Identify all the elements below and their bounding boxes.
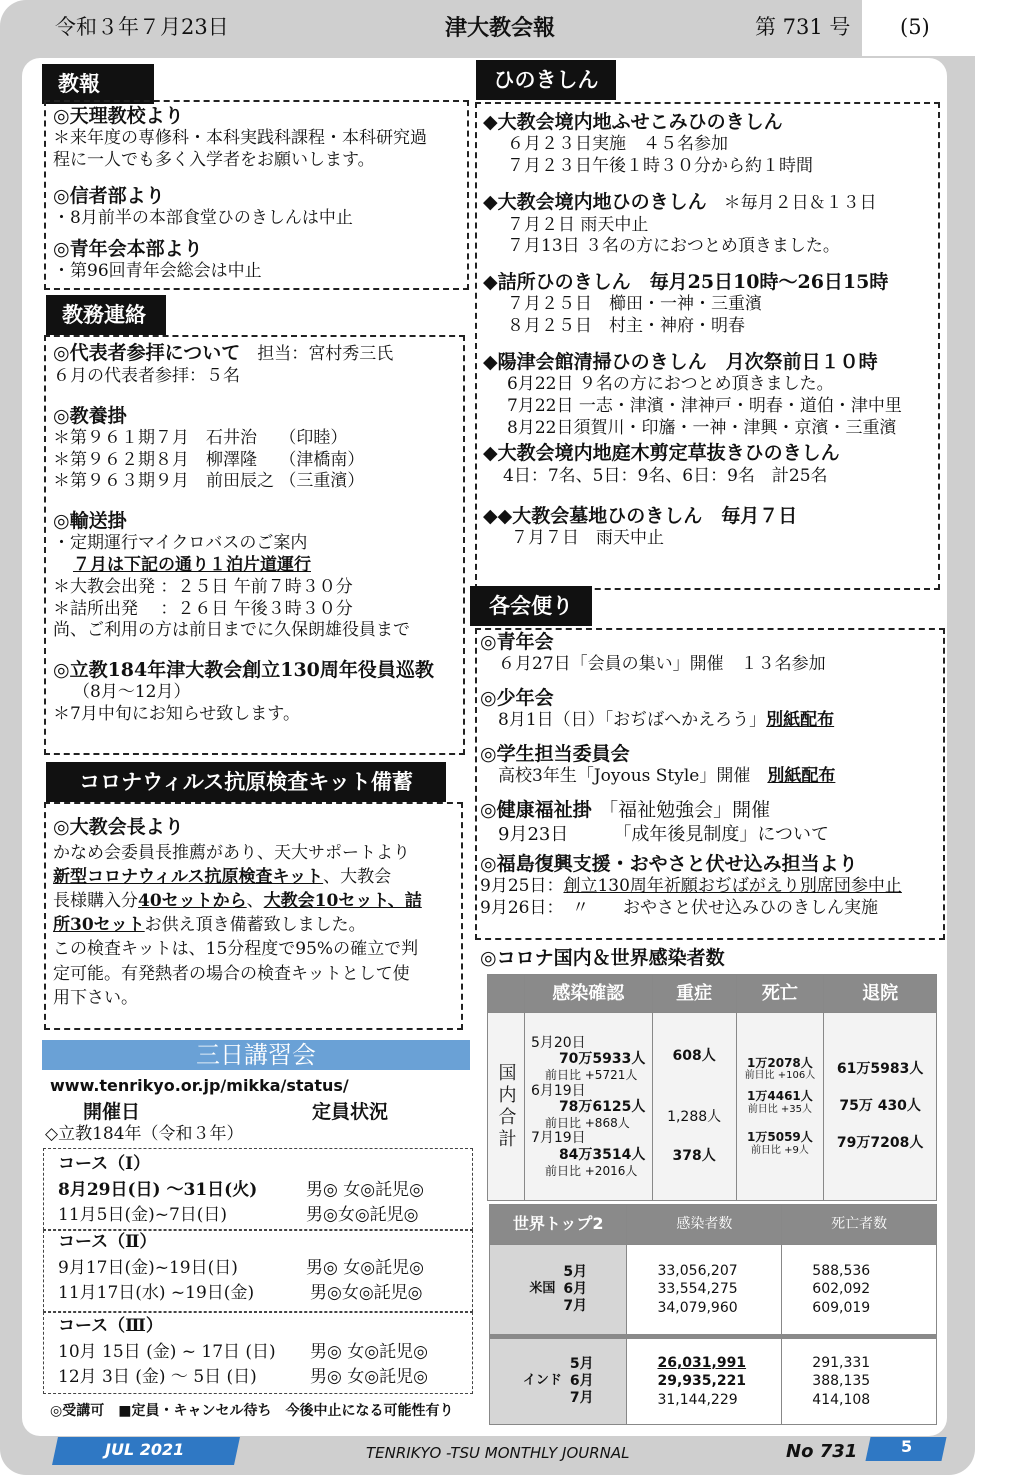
- corona-stats-heading: ◎コロナ国内＆世界感染者数: [480, 947, 725, 969]
- domestic-table: [487, 974, 937, 1201]
- world-cases: 33,056,207: [657, 1263, 738, 1280]
- daihyo-line: ６月の代表者参拝：５名: [53, 365, 240, 386]
- dom-ddiff: 前日比 +9人: [750, 1144, 809, 1156]
- world-table: [489, 1204, 937, 1425]
- dom-date: 6月19日: [530, 1082, 586, 1099]
- world-country-cell: [490, 1337, 627, 1425]
- corona-kit-text: お供え頂き備蓄致しました。: [144, 915, 366, 936]
- fukushima-heading: ◎福島復興支援・おやさと伏せ込み担当より: [480, 852, 858, 875]
- fukushima-line: 9月26日： 〃 おやさと伏せ込みひのきしん実施: [480, 898, 878, 919]
- course-status: 男◎女◎託児◎: [310, 1283, 423, 1303]
- dom-severe: 378人: [672, 1147, 716, 1164]
- mikka-year: ◇立教184年（令和３年）: [45, 1124, 244, 1144]
- corona-kit-text: 、: [246, 891, 264, 912]
- world-deaths: 414,108: [812, 1391, 871, 1408]
- world-deaths: 291,331: [812, 1355, 871, 1372]
- corona-kit-line: かなめ会委員長推薦があり、天大サポートより: [53, 842, 410, 863]
- hinoki-heading: ひのきしん: [476, 60, 616, 100]
- yuso-line: ＊大教会出発 ：２５日 午前７時３０分: [53, 576, 353, 597]
- course-status: 男◎ 女◎託児◎: [310, 1367, 428, 1387]
- dom-deaths-cell: [736, 1013, 824, 1201]
- world-country-cell: [490, 1245, 627, 1337]
- corona-kit-emph: 40セットから: [138, 891, 247, 912]
- dom-date: 5月20日: [530, 1034, 586, 1051]
- dom-recovered: 61万5983人: [836, 1061, 924, 1078]
- kenko-subheading: 「福祉勉強会」開催: [608, 799, 771, 822]
- world-month: 5月: [569, 1356, 594, 1373]
- hinoki-item-line: 8月22日須賀川・印旛・一神・津興・京濱・三重濱: [507, 417, 897, 438]
- junkyo-heading: ◎立教184年津大教会創立130周年役員巡教: [53, 659, 434, 682]
- mikka-col-date: 開催日: [83, 1101, 141, 1123]
- hinoki-item-line: ７月２日 雨天中止: [507, 214, 649, 235]
- dom-recovered: 79万7208人: [836, 1134, 924, 1151]
- world-cases: 33,554,275: [657, 1281, 738, 1298]
- daihyo-heading: ◎代表者参拝について: [53, 342, 241, 364]
- kyoho-item-heading: ◎信者部より: [53, 184, 165, 207]
- world-deaths: 388,135: [812, 1373, 871, 1390]
- dom-cases: 84万3514人: [558, 1147, 646, 1164]
- corona-kit-line: 用下さい。: [53, 987, 138, 1008]
- course-status: 男◎ 女◎託児◎: [306, 1258, 424, 1278]
- hinoki-item-heading: ◆陽津会館清掃ひのきしん 月次祭前日１０時: [483, 350, 878, 373]
- dom-head: 死亡: [736, 975, 824, 1013]
- world-deaths: 602,092: [812, 1281, 871, 1298]
- world-head: 世界トップ2: [490, 1205, 627, 1245]
- corona-kit-subheading: ◎大教会長より: [53, 816, 184, 838]
- course-name: コース（Ⅰ）: [58, 1154, 151, 1174]
- dom-cases: 70万5933人: [558, 1051, 646, 1068]
- yuso-line: ＊詰所出発 ：２６日 午後３時３０分: [53, 598, 353, 619]
- hinoki-item-note: ＊毎月２日＆１３日: [723, 192, 877, 213]
- world-month: 7月: [563, 1297, 588, 1314]
- world-deaths-cell: [782, 1245, 937, 1337]
- header-issue: 第 731 号: [755, 15, 851, 39]
- course-status: 男◎ 女◎託児◎: [306, 1180, 424, 1200]
- gakusei-heading: ◎学生担当委員会: [480, 743, 630, 766]
- course-name: コース（Ⅲ）: [58, 1316, 163, 1336]
- corona-kit-heading: コロナウィルス抗原検査キット備蓄: [46, 762, 446, 802]
- footer-journal: TENRIKYO -TSU MONTHLY JOURNAL: [366, 1444, 630, 1462]
- dom-head: 重症: [652, 975, 736, 1013]
- course-date: 10月 15日 (金) ~ 17日 (日): [58, 1342, 276, 1362]
- corona-kit-line: この検査キットは、15分程度で95%の確立で判: [53, 939, 419, 960]
- kyoyo-line: ＊第９６１期７月 石井治 （印睦）: [53, 427, 348, 448]
- hinoki-item-line: ７月２５日 櫛田・一神・三重濱: [507, 294, 762, 315]
- dom-recovered: 75万 430人: [839, 1098, 921, 1115]
- yuso-highlight: ７月は下記の通り１泊片道運行: [73, 555, 311, 576]
- corona-kit-emph: 新型コロナウィルス抗原検査キット: [53, 867, 324, 888]
- dom-date: 7月19日: [530, 1130, 586, 1147]
- fukushima-date: 9月25日：: [480, 876, 564, 897]
- dom-diff: 前日比 +5721人: [544, 1068, 638, 1083]
- yuso-line: 尚、ご利用の方は前日までに久保朗雄役員まで: [53, 620, 410, 641]
- hinoki-item-line: 6月22日 ９名の方におつとめ頂きました。: [507, 374, 834, 395]
- world-head: 死亡者数: [782, 1205, 937, 1245]
- footer-page: 5: [901, 1437, 913, 1456]
- kyoho-item-line: ＊来年度の専修科・本科実践科課程・本科研究過: [53, 128, 427, 149]
- course-date: 11月17日(水) ~19日(金): [58, 1283, 255, 1303]
- dom-ddiff: 前日比 +106人: [744, 1070, 816, 1082]
- gakusei-link: 別紙配布: [767, 766, 836, 787]
- corona-kit-content: [53, 814, 459, 1010]
- world-deaths-cell: [782, 1337, 937, 1425]
- world-month: 5月: [563, 1264, 588, 1281]
- kakukai-content: [480, 630, 942, 920]
- world-cases: 29,935,221: [657, 1373, 747, 1390]
- kyomu-content: [53, 341, 463, 726]
- corona-kit-line: 定可能。有発熱者の場合の検査キットとして使: [53, 963, 410, 984]
- seinen-heading: ◎青年会: [480, 631, 554, 653]
- kyomu-heading: 教務連絡: [46, 295, 166, 335]
- dom-deaths: 1万5059人: [747, 1130, 813, 1145]
- dom-severe-cell: [652, 1013, 736, 1201]
- course-date: 12月 3日 (金) ～ 5日 (日): [58, 1367, 257, 1387]
- dom-cases-cell: [524, 1013, 652, 1201]
- kyoho-content: [53, 104, 467, 283]
- shonen-link: 別紙配布: [766, 710, 835, 731]
- course-status: 男◎ 女◎託児◎: [310, 1342, 428, 1362]
- kyoho-item-heading: ◎青年会本部より: [53, 237, 203, 260]
- dom-head: 退院: [824, 975, 937, 1013]
- kakukai-heading: 各会便り: [470, 586, 592, 626]
- kyoho-item-line: ・第96回青年会総会は中止: [53, 261, 262, 282]
- seinen-line: ６月27日「会員の集い」開催 １３名参加: [498, 654, 826, 675]
- dom-diff: 前日比 +868人: [544, 1116, 630, 1131]
- shonen-heading: ◎少年会: [480, 687, 554, 710]
- header-date: 令和３年７月23日: [55, 15, 229, 39]
- daihyo-tanto: 担当：宮村秀三氏: [257, 344, 394, 364]
- world-cases: 34,079,960: [657, 1299, 738, 1316]
- kenko-date: 9月23日: [498, 823, 569, 845]
- hinoki-item-heading: ◆大教会境内地ふせこみひのきしん: [483, 111, 783, 133]
- dom-recovered-cell: [824, 1013, 937, 1201]
- world-month: 6月: [563, 1281, 588, 1298]
- world-country: インド: [522, 1373, 562, 1389]
- mikka-col-status: 定員状況: [312, 1101, 389, 1123]
- corona-kit-emph: 大教会10セット、詰: [263, 891, 422, 912]
- world-cases-cell: [627, 1245, 782, 1337]
- course-status: 男◎女◎託児◎: [306, 1205, 419, 1225]
- world-cases: 31,144,229: [657, 1391, 738, 1408]
- course-name: コース（Ⅱ）: [58, 1232, 157, 1252]
- world-cases-cell: [627, 1337, 782, 1425]
- corona-kit-text: 、大教会: [323, 867, 392, 888]
- footer-issue: No 731: [786, 1441, 858, 1462]
- kyoho-item-line: ・8月前半の本部食堂ひのきしんは中止: [53, 208, 353, 229]
- course-date: 9月17日(金)~19日(日): [58, 1258, 238, 1278]
- hinoki-item-heading: ◆詰所ひのきしん 毎月25日10時～26日15時: [483, 271, 889, 294]
- hinoki-item-line: ７月２３日午後１時３０分から約１時間: [507, 156, 813, 177]
- kyoyo-line: ＊第９６２期８月 柳澤隆 （津橋南）: [53, 449, 365, 470]
- dom-severe: 608人: [672, 1048, 716, 1065]
- junkyo-line: （8月～12月）: [73, 682, 191, 703]
- hinoki-item-line: ７月13日 ３名の方におつとめ頂きました。: [507, 236, 840, 257]
- mikka-title: 三日講習会: [42, 1040, 470, 1070]
- hinoki-item-line: ６月２３日実施 ４５名参加: [507, 134, 728, 155]
- hinoki-item-line: ８月２５日 村主・神府・明春: [507, 316, 745, 337]
- world-head: 感染者数: [627, 1205, 782, 1245]
- yuso-line: ・定期運行マイクロバスのご案内: [53, 533, 308, 554]
- kyoho-item-line: 程に一人でも多く入学者をお願いします。: [53, 150, 375, 171]
- dom-severe: 1,288人: [667, 1109, 722, 1126]
- kyoho-item-heading: ◎天理教校より: [53, 105, 184, 127]
- junkyo-line: ＊7月中旬にお知らせ致します。: [53, 704, 300, 725]
- header-title: 津大教会報: [445, 15, 556, 41]
- kyoho-heading: 教報: [42, 64, 154, 104]
- hinoki-item-heading: ◆大教会境内地庭木剪定草抜きひのきしん: [483, 442, 840, 465]
- hinoki-content: [483, 110, 938, 550]
- dom-deaths: 1万4461人: [747, 1088, 813, 1103]
- footer-month: JUL 2021: [105, 1440, 185, 1459]
- kenko-line: 「成年後見制度」について: [622, 823, 829, 845]
- kyoyo-line: ＊第９６３期９月 前田辰之 （三重濱）: [53, 471, 365, 492]
- course-date: 11月5日(金)~7日(日): [58, 1205, 228, 1225]
- dom-diff: 前日比 +2016人: [544, 1164, 638, 1179]
- dom-side: 国内合計: [488, 1013, 525, 1201]
- hinoki-item-heading: ◆大教会境内地ひのきしん: [483, 190, 707, 213]
- world-cases: 26,031,991: [657, 1355, 747, 1372]
- corona-kit-emph: 所30セット: [53, 915, 145, 936]
- world-deaths: 588,536: [812, 1263, 871, 1280]
- mikka-url[interactable]: www.tenrikyo.or.jp/mikka/status/: [50, 1076, 349, 1095]
- mikka-legend: ◎受講可 ■定員・キャンセル待ち 今後中止になる可能性有り: [50, 1403, 454, 1419]
- hinoki-item-line: 4日：7名、5日：9名、6日：9名 計25名: [503, 465, 828, 486]
- gakusei-line: 高校3年生「Joyous Style」開催: [498, 766, 751, 787]
- dom-cases: 78万6125人: [558, 1099, 646, 1116]
- dom-deaths: 1万2078人: [747, 1055, 813, 1070]
- kenko-heading: ◎健康福祉掛: [480, 799, 592, 822]
- hinoki-item-heading: ◆◆大教会墓地ひのきしん 毎月７日: [483, 504, 798, 527]
- world-month: 6月: [569, 1373, 594, 1390]
- world-month: 7月: [569, 1389, 594, 1406]
- corona-kit-text: 長様購入分: [53, 891, 138, 912]
- page-header: [55, 14, 875, 46]
- hinoki-item-line: 7月22日 一志・津濱・津神戸・明春・道伯・津中里: [507, 395, 902, 416]
- kyoyo-heading: ◎教養掛: [53, 404, 127, 427]
- shonen-line: 8月1日（日）「おぢばへかえろう」: [498, 710, 767, 731]
- yuso-heading: ◎輸送掛: [53, 510, 127, 533]
- world-deaths: 609,019: [812, 1299, 871, 1316]
- header-page: (5): [900, 15, 930, 39]
- dom-head: 感染確認: [524, 975, 652, 1013]
- dom-ddiff: 前日比 +35人: [747, 1103, 813, 1115]
- fukushima-line: 創立130周年祈願おぢばがえり別席団参中止: [563, 876, 902, 897]
- hinoki-item-line: ７月７日 雨天中止: [511, 527, 664, 548]
- world-country: 米国: [529, 1281, 556, 1297]
- course-date: 8月29日(日) ～31日(火): [58, 1180, 258, 1200]
